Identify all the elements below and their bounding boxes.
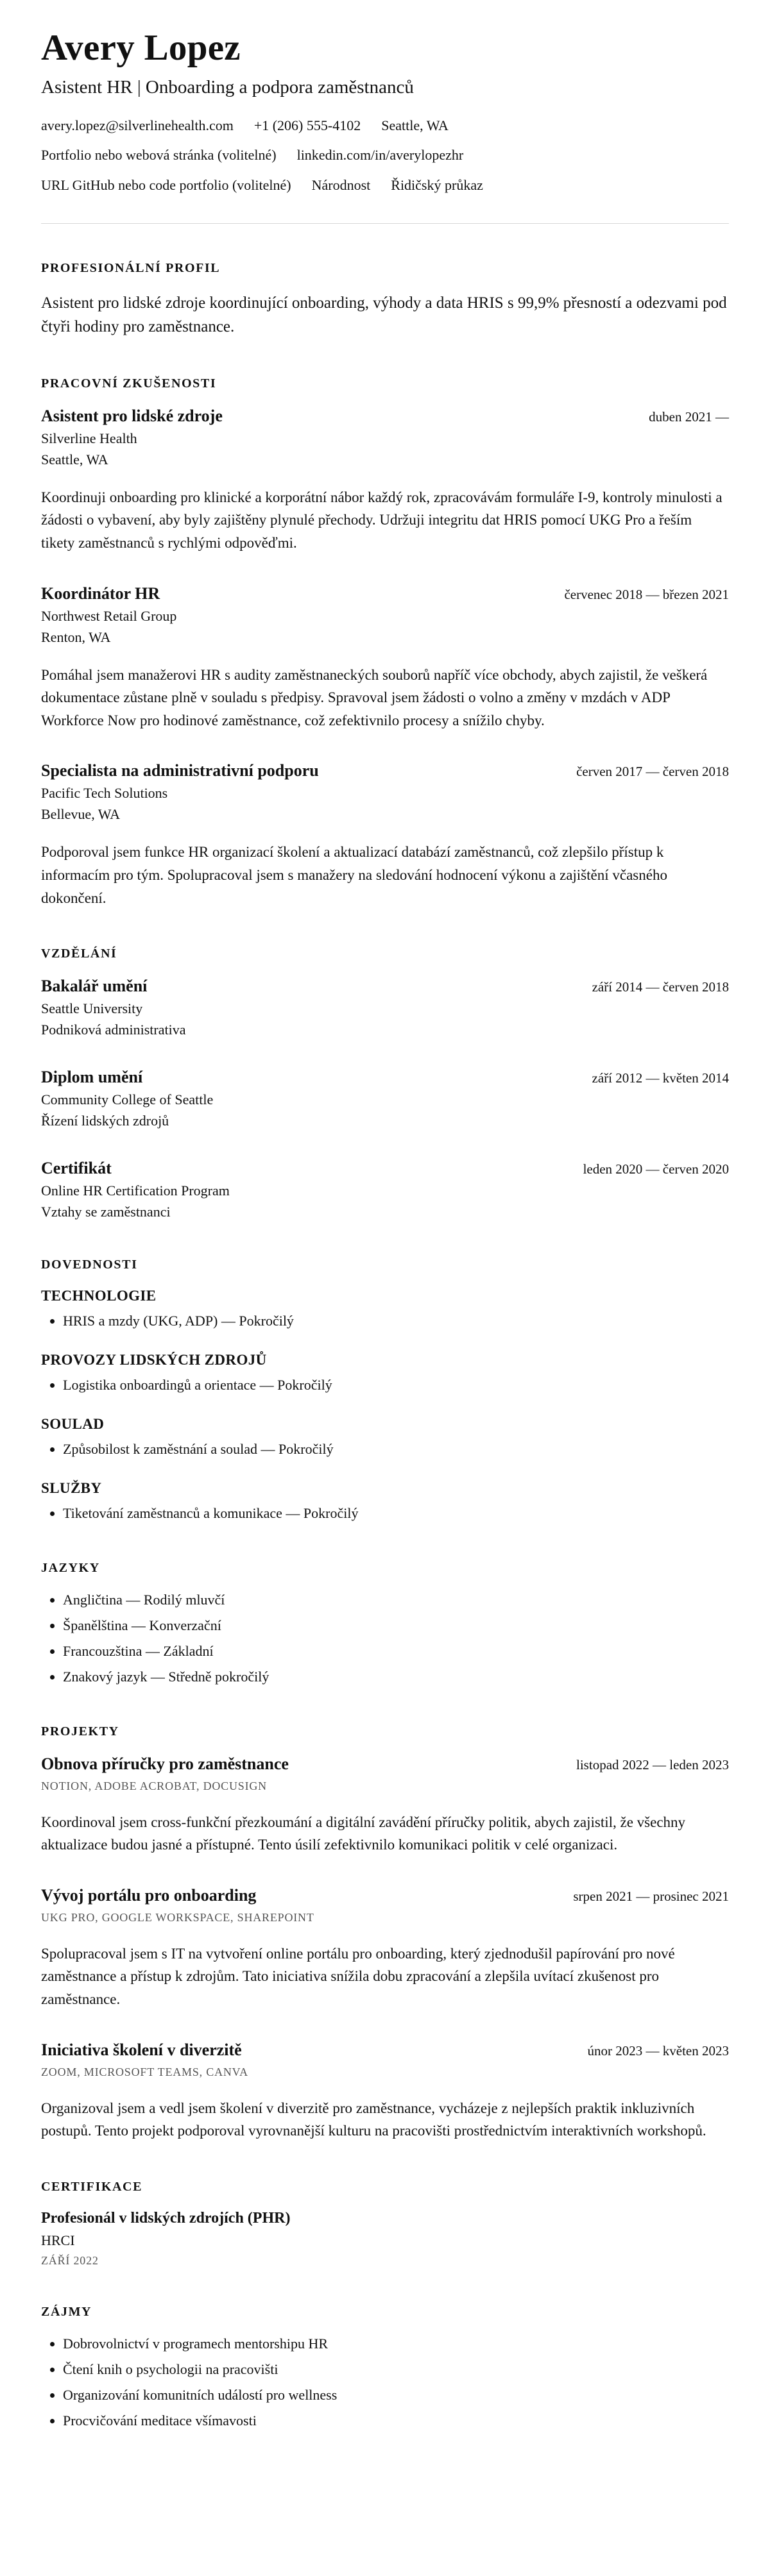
education-entry-head xyxy=(41,1159,729,1178)
skill-group xyxy=(41,1416,729,1460)
language-item: • Španělština — Konverzační xyxy=(63,1615,729,1636)
skill-group xyxy=(41,1352,729,1395)
interest-item: • Dobrovolnictví v programech mentorshipu HR xyxy=(63,2334,729,2354)
interest-item: • Procvičování meditace všímavosti xyxy=(63,2411,729,2431)
project-title: Vývoj portálu pro onboarding xyxy=(41,1885,257,1905)
job-location: Bellevue, WA xyxy=(41,806,121,823)
education-degree: Diplom umění xyxy=(41,1068,143,1087)
job-dates: červen 2017 — červen 2018 xyxy=(576,764,729,780)
skill-group xyxy=(41,1288,729,1331)
profile-text: Asistent pro lidské zdroje koordinující onboarding, výhody a data HRIS s 99,9% přesností a odezvami pod čtyři hodiny pro zaměstnance. xyxy=(41,294,727,336)
skill-item: • Tiketování zaměstnanců a komunikace — Pokročilý xyxy=(63,1503,729,1524)
job-description: Koordinuji onboarding pro klinické a korporátní nábor každý rok, zpracovávám formuláře I-9, kontroly minulosti a žádosti o vybavení, aby byly zajištěny plynulé přechody. Udržuji integritu dat HRIS pomocí UKG Pro a řeším tikety zaměstnanců s rychlými odpověďmi. xyxy=(41,489,723,551)
contact-row-1 xyxy=(41,116,729,135)
skill-list xyxy=(41,1439,729,1460)
contact-linkedin: linkedin.com/in/averylopezhr xyxy=(296,147,464,164)
project-dates: únor 2023 — květen 2023 xyxy=(587,2042,729,2058)
section-certifications xyxy=(41,2180,729,2268)
section-profile xyxy=(41,261,729,339)
job-description: Podporoval jsem funkce HR organizací školení a aktualizací databází zaměstnanců, což zlepšilo přístup k informacím pro tým. Spolupracoval jsem s manažery na sledování hodnocení výkonu a zajištění včasného dokončení. xyxy=(41,844,667,906)
header-divider xyxy=(41,223,729,224)
education-entry xyxy=(41,977,729,1038)
skill-list xyxy=(41,1503,729,1524)
skill-group-name: PROVOZY LIDSKÝCH ZDROJŮ xyxy=(41,1352,267,1368)
job-dates: duben 2021 — xyxy=(649,408,729,425)
project-dates: srpen 2021 — prosinec 2021 xyxy=(573,1888,729,1904)
projects-heading: PROJEKTY xyxy=(41,1724,119,1738)
education-entry-head xyxy=(41,1068,729,1087)
job-entry-head xyxy=(41,407,729,426)
profile-heading: PROFESIONÁLNÍ PROFIL xyxy=(41,260,221,275)
language-list xyxy=(41,1590,729,1687)
education-entry-head xyxy=(41,977,729,996)
project-tools: NOTION, ADOBE ACROBAT, DOCUSIGN xyxy=(41,1779,267,1792)
education-school: Online HR Certification Program xyxy=(41,1183,230,1199)
education-school: Community College of Seattle xyxy=(41,1091,214,1108)
project-description: Spolupracoval jsem s IT na vytvoření online portálu pro onboarding, který zjednodušil papírování pro nové zaměstnance a přístup k zdrojům. Tato iniciativa snížila dobu zpracování a zlepšila uvítací zkušenost pro zaměstnance. xyxy=(41,1945,675,2008)
job-entry xyxy=(41,584,729,732)
certification-entry xyxy=(41,2210,729,2268)
certifications-heading: CERTIFIKACE xyxy=(41,2179,143,2194)
project-description: Organizoval jsem a vedl jsem školení v diverzitě pro zaměstnance, vycházeje z nejlepších praktik inkluzivních postupů. Tento projekt podporoval vyrovnanější kulturu na pracovišti prostřednictvím interaktivních workshopů. xyxy=(41,2100,706,2139)
education-school: Seattle University xyxy=(41,1000,143,1017)
job-company: Northwest Retail Group xyxy=(41,607,177,624)
contact-row-3 xyxy=(41,176,729,195)
contact-email: avery.lopez@silverlinehealth.com xyxy=(41,117,234,133)
skill-group-name: SOULAD xyxy=(41,1416,105,1433)
job-entry xyxy=(41,761,729,909)
job-entry xyxy=(41,407,729,555)
experience-heading: PRACOVNÍ ZKUŠENOSTI xyxy=(41,376,217,391)
education-field: Řízení lidských zdrojů xyxy=(41,1113,169,1129)
job-description: Pomáhal jsem manažerovi HR s audity zaměstnaneckých souborů napříč více obchody, abych zajistil, že veškerá dokumentace zůstane plně v souladu s předpisy. Spravoval jsem žádosti o volno a změny v mzdách v ADP Workforce Now pro hodinové zaměstnance, což zefektivnilo procesy a snížilo chyby. xyxy=(41,666,708,728)
languages-heading: JAZYKY xyxy=(41,1560,100,1575)
project-tools: ZOOM, MICROSOFT TEAMS, CANVA xyxy=(41,2065,248,2078)
language-item: • Znakový jazyk — Středně pokročilý xyxy=(63,1667,729,1687)
project-title: Iniciativa školení v diverzitě xyxy=(41,2040,242,2059)
education-field: Vztahy se zaměstnanci xyxy=(41,1204,171,1220)
skill-item: • HRIS a mzdy (UKG, ADP) — Pokročilý xyxy=(63,1311,729,1331)
education-entry xyxy=(41,1159,729,1220)
education-degree: Certifikát xyxy=(41,1159,112,1178)
job-company: Silverline Health xyxy=(41,430,137,446)
skill-group-name: TECHNOLOGIE xyxy=(41,1288,157,1304)
project-entry xyxy=(41,1886,729,2011)
skill-item: • Logistika onboardingů a orientace — Pokročilý xyxy=(63,1375,729,1395)
project-entry xyxy=(41,1755,729,1856)
interest-list xyxy=(41,2334,729,2431)
contact-row-2 xyxy=(41,146,729,165)
interest-item: • Čtení knih o psychologii na pracovišti xyxy=(63,2359,729,2380)
language-item: • Francouzština — Základní xyxy=(63,1641,729,1662)
contact-phone: +1 (206) 555-4102 xyxy=(253,117,361,133)
contact-nationality: Národnost xyxy=(311,176,371,193)
project-description: Koordinoval jsem cross-funkční přezkoumání a digitální zavádění příručky politik, abych zajistil, že všechny aktualizace budou jasné a přístupné. Tento úsilí zefektivnilo komunikaci politik v celé organizaci. xyxy=(41,1814,686,1853)
skill-list xyxy=(41,1311,729,1331)
section-projects xyxy=(41,1724,729,2142)
section-experience xyxy=(41,376,729,910)
certification-date: ZÁŘÍ 2022 xyxy=(41,2253,99,2267)
contact-info xyxy=(41,116,729,195)
project-entry-head xyxy=(41,1886,729,1905)
section-languages xyxy=(41,1561,729,1687)
education-field: Podniková administrativa xyxy=(41,1022,186,1038)
skills-heading: DOVEDNOSTI xyxy=(41,1258,138,1272)
interests-heading: ZÁJMY xyxy=(41,2304,92,2319)
contact-website: Portfolio nebo webová stránka (volitelné) xyxy=(41,147,277,164)
education-dates: leden 2020 — červen 2020 xyxy=(583,1161,729,1177)
education-dates: září 2014 — červen 2018 xyxy=(592,979,729,995)
project-title: Obnova příručky pro zaměstnance xyxy=(41,1754,289,1773)
interest-item: • Organizování komunitních událostí pro wellness xyxy=(63,2385,729,2405)
contact-driving-license: Řidičský průkaz xyxy=(391,176,483,193)
skill-group-name: SLUŽBY xyxy=(41,1480,102,1497)
skill-item: • Způsobilost k zaměstnání a soulad — Pokročilý xyxy=(63,1439,729,1460)
job-location: Seattle, WA xyxy=(41,451,108,467)
language-item: • Angličtina — Rodilý mluvčí xyxy=(63,1590,729,1610)
project-dates: listopad 2022 — leden 2023 xyxy=(576,1756,729,1772)
project-entry xyxy=(41,2041,729,2142)
skill-group xyxy=(41,1480,729,1524)
job-location: Renton, WA xyxy=(41,628,111,645)
job-entry-head xyxy=(41,761,729,780)
education-entry xyxy=(41,1068,729,1129)
job-title: Specialista na administrativní podporu xyxy=(41,761,319,780)
education-heading: VZDĚLÁNÍ xyxy=(41,947,117,961)
certification-name: Profesionál v lidských zdrojích (PHR) xyxy=(41,2209,291,2227)
section-skills xyxy=(41,1258,729,1524)
contact-location: Seattle, WA xyxy=(381,117,449,133)
resume-header xyxy=(41,27,729,195)
education-degree: Bakalář umění xyxy=(41,977,148,996)
candidate-name: Avery Lopez xyxy=(41,28,241,68)
project-tools: UKG PRO, GOOGLE WORKSPACE, SHAREPOINT xyxy=(41,1910,314,1924)
project-entry-head xyxy=(41,2041,729,2060)
job-company: Pacific Tech Solutions xyxy=(41,785,168,802)
section-interests xyxy=(41,2305,729,2431)
skill-list xyxy=(41,1375,729,1395)
candidate-headline: Asistent HR | Onboarding a podpora zaměstnanců xyxy=(41,76,414,97)
section-education xyxy=(41,947,729,1220)
project-entry-head xyxy=(41,1755,729,1774)
education-dates: září 2012 — květen 2014 xyxy=(592,1070,729,1086)
job-title: Asistent pro lidské zdroje xyxy=(41,406,223,425)
contact-github: URL GitHub nebo code portfolio (volitelné) xyxy=(41,176,291,193)
job-entry-head xyxy=(41,584,729,603)
job-title: Koordinátor HR xyxy=(41,584,160,603)
job-dates: červenec 2018 — březen 2021 xyxy=(564,586,729,602)
certification-issuer: HRCI xyxy=(41,2232,75,2248)
